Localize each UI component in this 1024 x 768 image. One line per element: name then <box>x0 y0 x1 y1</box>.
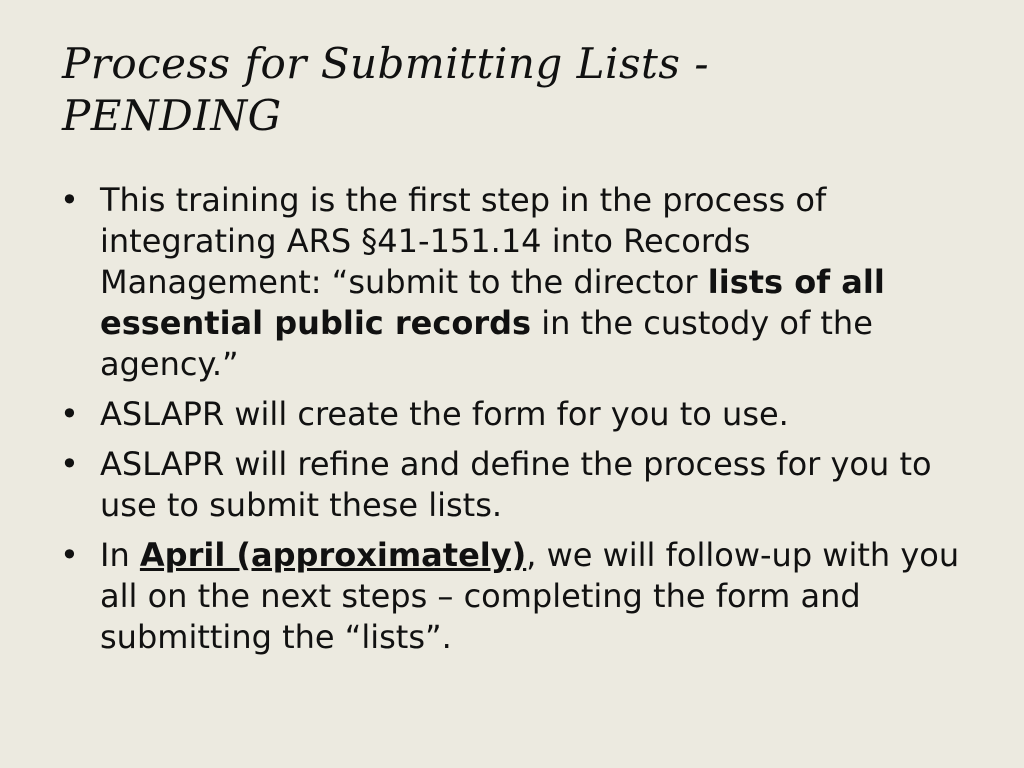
slide-title <box>62 38 962 142</box>
bullet-3-text: ASLAPR will refine and define the process for you to use to submit these lists. <box>100 445 932 524</box>
bullet-4-text-end: , we will follow-up with you all on the next steps – completing the form and submitting the “lists”. <box>100 536 960 656</box>
bullet-marker: • <box>60 445 79 483</box>
title-line-2: PENDING <box>62 91 282 140</box>
bullet-marker: • <box>60 536 79 574</box>
bullet-4-text-start: In <box>100 536 140 574</box>
bullet-item-2 <box>58 394 968 435</box>
bullet-4-emphasis: April (approximately) <box>139 536 527 574</box>
bullet-item-1 <box>58 180 968 385</box>
bullet-marker: • <box>60 181 79 219</box>
bullet-1-emphasis: lists of all essential public records <box>100 263 885 342</box>
bullet-1-text-end: in the custody of the agency.” <box>100 304 873 383</box>
bullet-marker: • <box>60 395 79 433</box>
bullet-item-3 <box>58 444 968 526</box>
title-line-1: Process for Submitting Lists - <box>62 39 710 88</box>
bullet-2-text: ASLAPR will create the form for you to use. <box>100 395 789 433</box>
bullet-list <box>58 180 968 667</box>
bullet-item-4 <box>58 535 968 658</box>
bullet-1-text-start: This training is the first step in the process of integrating ARS §41-151.14 into Records Management: “submit to the director <box>100 181 827 301</box>
